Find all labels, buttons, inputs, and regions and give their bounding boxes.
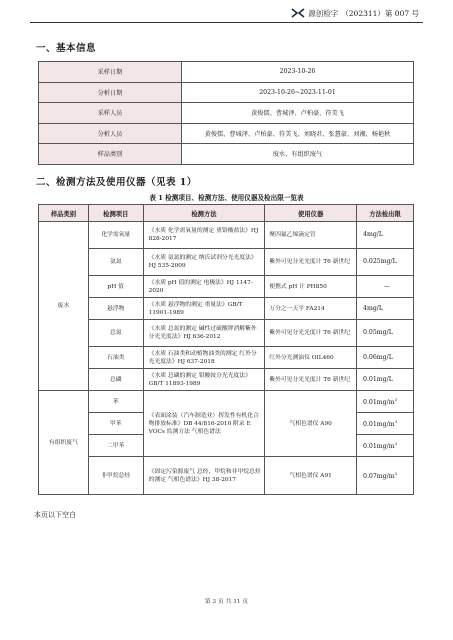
info-label: 采样日期 [39,62,182,83]
method-cell: 《固定污染源废气 总烃、甲烷和非甲烷总烃的测定 气相色谱法》HJ 38-2017 [143,457,265,495]
info-label: 分析日期 [39,82,182,103]
method-cell: 《水质 石油类和动植物油类的测定 红外分光光度法》HJ 637-2018 [143,347,265,369]
col-header-limit: 方法检出限 [357,205,414,222]
table-row [39,82,414,103]
report-org: 源创检字 [308,8,339,18]
method-cell-voc: 《表面涂装（汽车制造业）挥发性有机化合物排放标准》DB 44/816-2010 附录 E VOCs 监测方法 气相色谱法 [143,391,265,457]
item-cell: pH 值 [88,276,143,298]
blank-below-note: 本页以下空白 [34,511,76,519]
limit-cell: 4mg/L [357,298,414,320]
instrument-cell: 气相色谱仪 A91 [265,457,357,495]
instrument-cell: 万分之一天平 FA214 [265,298,357,320]
instrument-cell-voc: 气相色谱仪 A90 [265,391,357,457]
col-header-category: 样品类别 [39,205,89,222]
limit-cell [357,435,414,457]
instrument-cell: 紫外可见分光光度计 T6 新世纪 [265,249,357,276]
header-divider [30,22,423,23]
instrument-cell: 聚四氟乙烯滴定管 [265,222,357,249]
limit-cell [357,413,414,435]
limit-value: 0.01mg/m [363,399,395,406]
limit-unit-sup: 3 [394,471,398,476]
table-header-row [39,205,414,222]
table-row [39,347,414,369]
limit-cell [357,391,414,413]
col-header-item: 检测项目 [88,205,143,222]
section-methods-title: 二、检测方法及使用仪器（见表 1） [36,177,197,188]
table-row [39,249,414,276]
method-cell: 《水质 氨氮的测定 纳氏试剂分光光度法》HJ 535-2009 [143,249,265,276]
table-row [39,369,414,391]
table-row [39,391,414,413]
limit-cell: 0.06mg/L [357,347,414,369]
method-cell: 《水质 总磷的测定 钼酸铵分光光度法》GB/T 11893-1989 [143,369,265,391]
info-value: 废水、有组织废气 [182,144,414,165]
instrument-cell: 便携式 pH 计 PH850 [265,276,357,298]
methods-table [38,204,414,495]
table-row [39,320,414,347]
col-header-instrument: 使用仪器 [265,205,357,222]
method-cell: 《水质 化学需氧量的测定 重铬酸盐法》HJ 828-2017 [143,222,265,249]
limit-unit-sup: 3 [394,419,398,424]
limit-cell [357,457,414,495]
category-gas: 有组织废气 [39,391,89,495]
table-row [39,144,414,165]
item-cell: 化学需氧量 [88,222,143,249]
instrument-cell: 紫外可见分光光度计 T6 新世纪 [265,369,357,391]
col-header-method: 检测方法 [143,205,265,222]
limit-cell: 0.05mg/L [357,320,414,347]
item-cell: 总氮 [88,320,143,347]
instrument-cell: 紫外可见分光光度计 T6 新世纪 [265,320,357,347]
company-logo-icon [291,8,305,18]
item-cell: 苯 [88,391,143,413]
page-number: 第 3 页 共 11 页 [204,599,249,605]
table-row [39,276,414,298]
info-value: 2023-10-26 [182,62,414,83]
info-label: 样品类别 [39,144,182,165]
limit-value: 0.07mg/m [363,473,395,480]
table-row [39,62,414,83]
report-number: （202311）第 007 号 [341,8,419,18]
limit-cell: 4mg/L [357,222,414,249]
limit-unit-sup: 3 [394,441,398,446]
table-row [39,457,414,495]
item-cell: 总磷 [88,369,143,391]
table-row [39,298,414,320]
limit-value: 0.01mg/m [363,443,395,450]
info-label: 分析人员 [39,123,182,144]
table-row [39,123,414,144]
method-cell: 《水质 pH 值的测定 电极法》HJ 1147-2020 [143,276,265,298]
item-cell: 甲苯 [88,413,143,435]
info-value: 2023-10-26~2023-11-01 [182,82,414,103]
limit-cell: 0.01mg/L [357,369,414,391]
limit-value: 0.01mg/m [363,421,395,428]
basic-info-table [38,61,414,165]
table-caption: 表 1 检测项目、检测方法、使用仪器及检出限一览表 [149,194,304,202]
info-value: 黄俊儒、曹城泽、卢柏豪、符美飞 [182,103,414,124]
method-cell: 《水质 悬浮物的测定 重量法》GB/T 11901-1989 [143,298,265,320]
limit-cell: 0.025mg/L [357,249,414,276]
item-cell: 非甲烷总烃 [88,457,143,495]
item-cell: 石油类 [88,347,143,369]
section-basic-info-title: 一、基本信息 [36,43,97,54]
category-wastewater: 废水 [39,222,89,391]
item-cell: 悬浮物 [88,298,143,320]
instrument-cell: 红外分光测油仪 OIL460 [265,347,357,369]
method-cell: 《水质 总氮的测定 碱性过硫酸钾消解紫外分光光度法》HJ 636-2012 [143,320,265,347]
item-cell: 二甲苯 [88,435,143,457]
report-header [291,6,419,20]
info-label: 采样人员 [39,103,182,124]
item-cell: 氨氮 [88,249,143,276]
info-value: 黄俊儒、曹城泽、卢柏豪、符美飞、刘晓君、张慧豪、刘湘、杨艳秋 [182,123,414,144]
limit-unit-sup: 3 [394,397,398,402]
limit-cell: — [357,276,414,298]
table-row [39,222,414,249]
table-row [39,103,414,124]
